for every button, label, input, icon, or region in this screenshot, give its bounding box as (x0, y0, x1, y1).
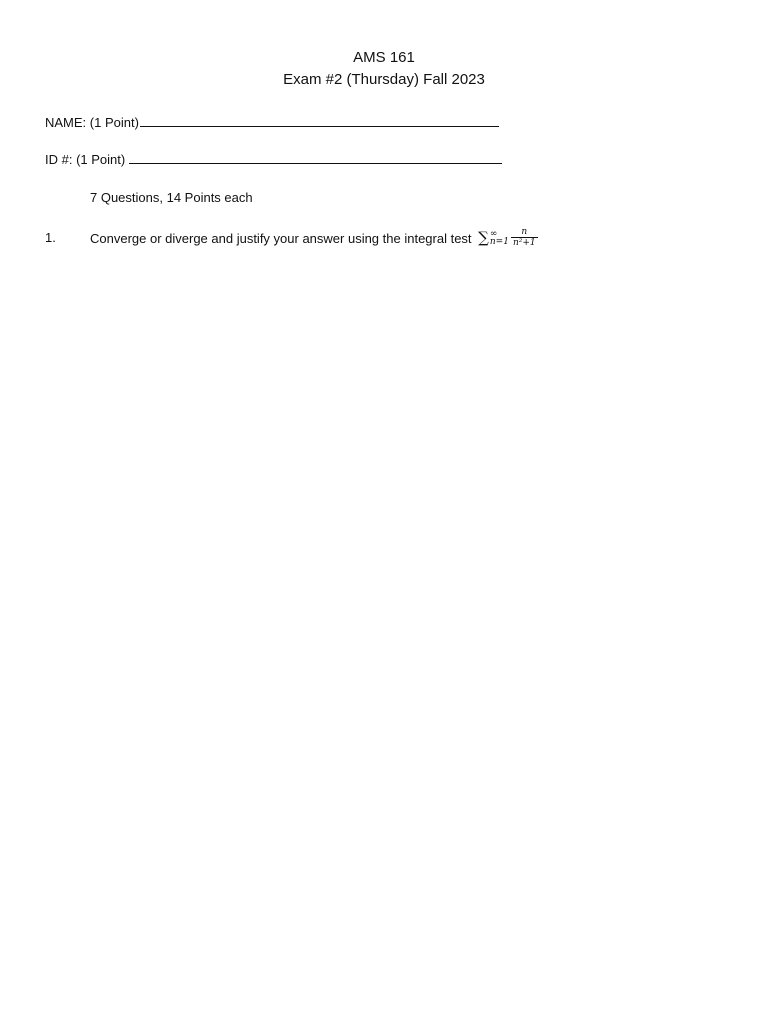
id-field (45, 151, 502, 169)
upper-limit: ∞ (489, 228, 498, 239)
name-blank-line (140, 114, 499, 127)
series-fraction (511, 227, 538, 248)
exam-title: Exam #2 (Thursday) Fall 2023 (283, 71, 485, 88)
fraction-numerator: n (521, 227, 528, 237)
name-label: NAME: (1 Point) (45, 115, 139, 130)
id-blank-line (129, 151, 502, 164)
question-text: Converge or diverge and justify your answer using the integral test (90, 230, 472, 246)
exam-header (0, 47, 768, 91)
series-expression (478, 227, 537, 248)
course-title: AMS 161 (353, 49, 415, 66)
question-body (90, 229, 538, 250)
summation-limits (490, 230, 509, 246)
fraction-denominator: n²+1 (512, 238, 536, 248)
summation-symbol: ∑ (478, 228, 489, 247)
lower-limit: n=1 (489, 236, 509, 247)
exam-instructions: 7 Questions, 14 Points each (90, 190, 253, 205)
question-number: 1. (45, 230, 56, 245)
name-field (45, 114, 499, 132)
id-label: ID #: (1 Point) (45, 152, 126, 167)
